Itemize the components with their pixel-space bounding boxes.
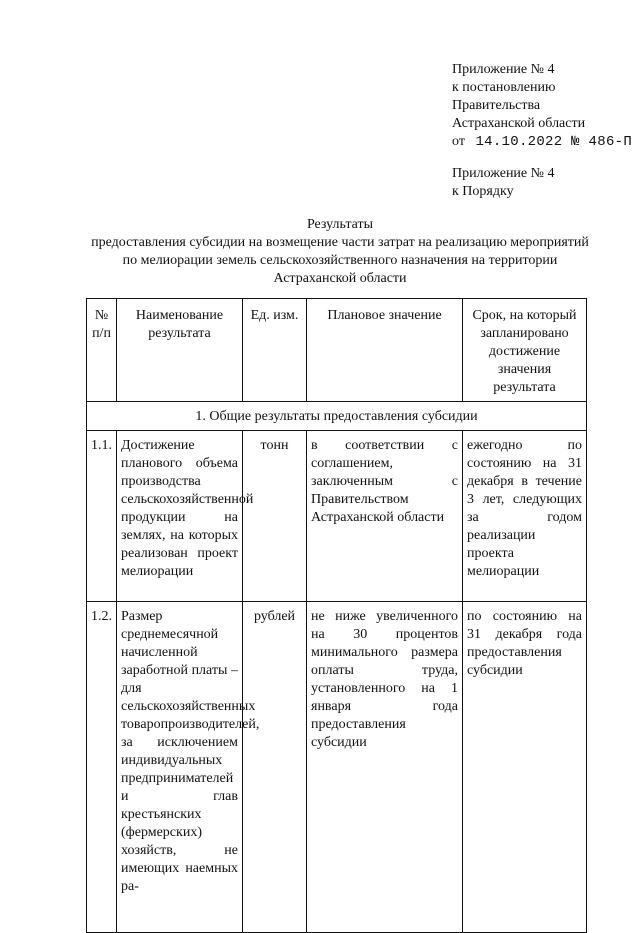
header-num: № п/п — [87, 299, 117, 402]
appendix-line: Правительства — [452, 98, 541, 113]
section-row — [87, 402, 587, 431]
document-title — [90, 216, 590, 288]
title-subtitle: предоставления субсидии на возмещение части затрат на реализацию мероприятий по мелиорации земель сельскохозяйственного назначения на территории Астраханской области — [91, 235, 589, 286]
cell-name: Размер среднемесячной начисленной заработной платы – для сельскохозяйственных товаропроизводителей, за исключением индивидуальных предпринимателей и глав крестьянских (фермерских) хозяйств, не имеющих наемных ра- — [117, 602, 243, 933]
header-name: Наименование результата — [117, 299, 243, 402]
results-table — [86, 298, 587, 933]
appendix-line: Приложение № 4 — [452, 62, 555, 77]
section-title: 1. Общие результаты предоставления субсидии — [87, 402, 587, 431]
appendix-block-order — [452, 165, 637, 201]
appendix-line: Приложение № 4 — [452, 166, 555, 181]
cell-unit: тонн — [243, 431, 307, 602]
header-plan: Плановое значение — [307, 299, 463, 402]
cell-plan: не ниже увеличенного на 30 процентов минимального размера оплаты труда, установленного на 1 января года предоставления субсидии — [307, 602, 463, 933]
cell-term: по состоянию на 31 декабря года предоставления субсидии — [463, 602, 587, 933]
header-unit: Ед. изм. — [243, 299, 307, 402]
header-term: Срок, на который запланировано достижение значения результата — [463, 299, 587, 402]
date-stamp: 14.10.2022 № 486-П — [475, 134, 633, 150]
appendix-block-resolution — [452, 61, 637, 151]
table-row — [87, 431, 587, 602]
appendix-date-line — [452, 133, 637, 151]
cell-num: 1.2. — [87, 602, 117, 933]
appendix-line: к Порядку — [452, 184, 514, 199]
cell-plan: в соответствии с соглашением, заключенным с Правительством Астраханской области — [307, 431, 463, 602]
appendix-line: Астраханской области — [452, 116, 586, 131]
date-prefix: от — [452, 134, 465, 149]
cell-unit: рублей — [243, 602, 307, 933]
cell-name: Достижение планового объема производства сельскохозяйственной продукции на землях, на которых реализован проект мелиорации — [117, 431, 243, 602]
appendix-line: к постановлению — [452, 80, 556, 95]
table-header-row — [87, 299, 587, 402]
cell-term: ежегодно по состоянию на 31 декабря в течение 3 лет, следующих за годом реализации проекта мелиорации — [463, 431, 587, 602]
title-heading: Результаты — [306, 217, 374, 232]
cell-num: 1.1. — [87, 431, 117, 602]
table-row — [87, 602, 587, 933]
